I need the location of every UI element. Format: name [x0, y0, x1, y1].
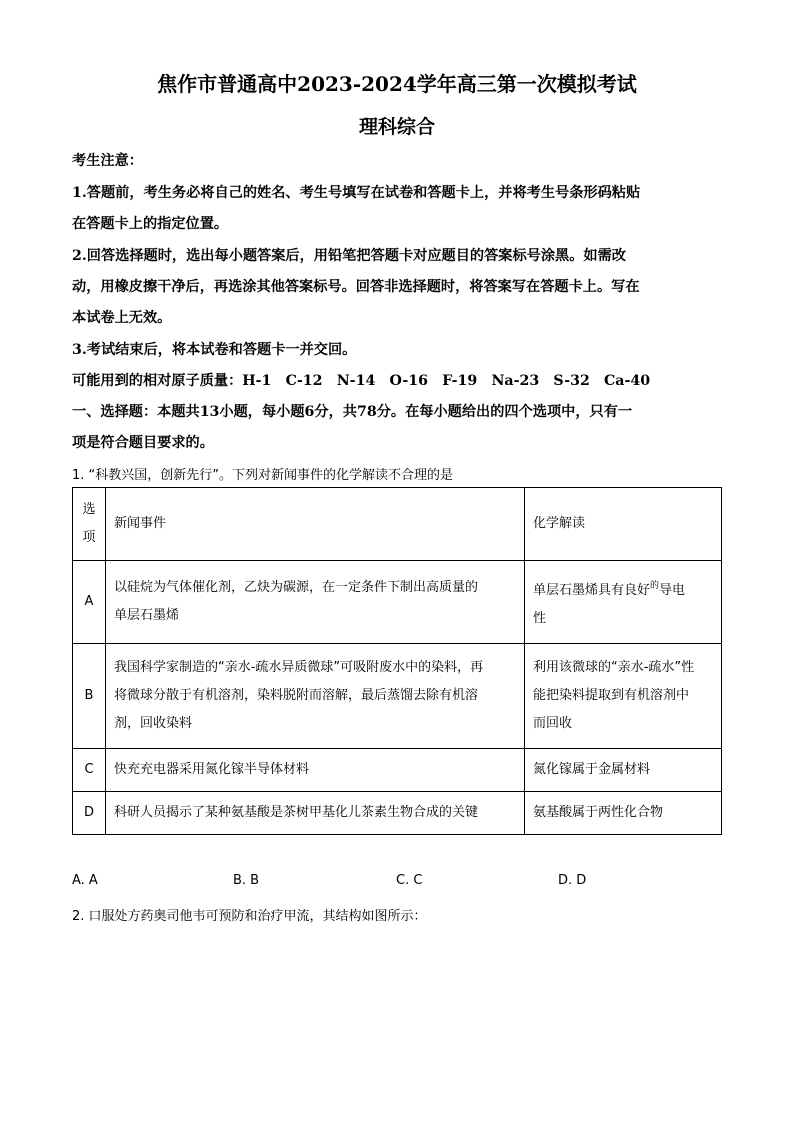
table-header-row: [73, 488, 722, 561]
header-chem-cell: 化学解读: [525, 488, 722, 561]
row-news-line: 将微球分散于有机溶剂，染料脱附而溶解，最后蒸馏去除有机溶: [114, 688, 479, 703]
row-news: [106, 561, 525, 644]
answer-choice-d[interactable]: D. D: [558, 873, 587, 888]
header-option-line-1: 选: [82, 502, 96, 517]
header-option-cell: [73, 488, 106, 561]
exam-title: 焦作市普通高中2023-2024学年高三第一次模拟考试: [157, 72, 637, 96]
section-1-line-1: 一、选择题：本题共13小题，每小题6分，共78分。在每小题给出的四个选项中，只有一: [72, 404, 633, 420]
table-row: [73, 561, 722, 644]
row-chem-text: 导电: [659, 582, 686, 598]
row-chem-line: 能把染料提取到有机溶剂中: [533, 688, 690, 703]
table-row: [73, 644, 722, 749]
row-option: A: [73, 561, 106, 644]
notice-item-1-line-2: 在答题卡上的指定位置。: [72, 216, 229, 232]
section-1-line-2: 项是符合题目要求的。: [72, 435, 214, 451]
exam-subtitle: 理科综合: [358, 116, 435, 138]
row-option: D: [73, 792, 106, 835]
row-option: B: [73, 644, 106, 749]
notice-item-2-line-2: 动，用橡皮擦干净后，再选涂其他答案标号。回答非选择题时，将答案写在答题卡上。写在: [72, 279, 640, 295]
notice-item-1-line-1: 1.答题前，考生务必将自己的姓名、考生号填写在试卷和答题卡上，并将考生号条形码粘贴: [72, 185, 641, 201]
row-news-line: 以硅烷为气体催化剂，乙炔为碳源，在一定条件下制出高质量的: [114, 580, 479, 595]
answer-choice-c[interactable]: C. C: [396, 873, 423, 888]
header-option-line-2: 项: [82, 530, 96, 545]
row-news: 快充充电器采用氮化镓半导体材料: [106, 749, 525, 792]
row-chem: [525, 644, 722, 749]
question-1-stem: 1. “科教兴国，创新先行”。下列对新闻事件的化学解读不合理的是: [72, 468, 454, 483]
row-news: [106, 644, 525, 749]
row-chem-superscript: 的: [650, 580, 660, 591]
row-option: C: [73, 749, 106, 792]
row-chem: 氮化镓属于金属材料: [525, 749, 722, 792]
row-chem-text: 单层石墨烯具有良好: [533, 582, 651, 598]
question-1-table: [72, 487, 722, 835]
table-row: [73, 749, 722, 792]
header-news-cell: 新闻事件: [106, 488, 525, 561]
notice-heading: 考生注意：: [72, 153, 143, 169]
row-chem-line: 利用该微球的“亲水-疏水”性: [533, 660, 695, 675]
row-chem-line: 性: [533, 610, 547, 626]
row-news: 科研人员揭示了某种氨基酸是茶树甲基化儿茶素生物合成的关键: [106, 792, 525, 835]
row-news-line: 剂，回收染料: [114, 716, 193, 731]
row-chem: [525, 561, 722, 644]
notice-item-2-line-1: 2.回答选择题时，选出每小题答案后，用铅笔把答题卡对应题目的答案标号涂黑。如需改: [72, 248, 626, 264]
notice-item-2-line-3: 本试卷上无效。: [72, 310, 172, 326]
notice-item-3: 3.考试结束后，将本试卷和答题卡一并交回。: [72, 342, 357, 358]
answer-choice-b[interactable]: B. B: [233, 873, 260, 888]
answer-choice-a[interactable]: A. A: [72, 873, 98, 888]
row-news-line: 单层石墨烯: [114, 608, 180, 623]
table-row: [73, 792, 722, 835]
atomic-masses: 可能用到的相对原子质量：H-1 C-12 N-14 O-16 F-19 Na-23 S-32 Ca-40: [72, 373, 651, 389]
row-chem: 氨基酸属于两性化合物: [525, 792, 722, 835]
row-chem-line: 而回收: [533, 716, 573, 731]
row-news-line: 我国科学家制造的“亲水-疏水异质微球”可吸附废水中的染料，再: [114, 660, 484, 675]
question-2-stem: 2. 口服处方药奥司他韦可预防和治疗甲流，其结构如图所示：: [72, 909, 427, 924]
